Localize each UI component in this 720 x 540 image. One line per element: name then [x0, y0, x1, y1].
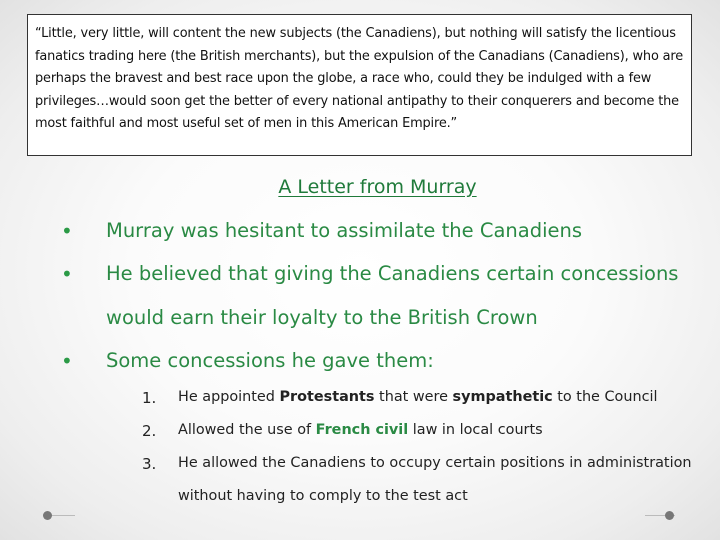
sub-item-french-civil-law — [178, 414, 698, 447]
sub-item-number: 3. — [142, 455, 157, 473]
quote-box — [27, 14, 692, 156]
corner-dot-left — [43, 511, 52, 520]
sub-item-text: to the Council — [552, 389, 658, 405]
bullet-marker: • — [61, 262, 73, 286]
bullet-item-some-concessions: Some concessions he gave them: — [106, 349, 434, 372]
corner-dot-right — [665, 511, 674, 520]
sub-item-text: that were — [374, 389, 453, 405]
bullet-item-concessions: He believed that giving the Canadiens certain concessions would earn their loyalty to the British Crown — [106, 262, 679, 329]
sub-item-text: Allowed the use of — [178, 422, 316, 438]
sub-item-protestants — [178, 381, 698, 414]
emphasis-sympathetic: sympathetic — [452, 389, 553, 405]
bullet-item-hesitant: Murray was hesitant to assimilate the Canadiens — [106, 219, 583, 242]
emphasis-protestants: Protestants — [279, 389, 375, 405]
sub-item-number: 1. — [142, 389, 157, 407]
sub-item-number: 2. — [142, 422, 157, 440]
sub-item-positions: He allowed the Canadiens to occupy certain positions in administration without having to comply to the test act — [178, 455, 692, 504]
slide-title: A Letter from Murray — [278, 176, 477, 198]
sub-item-text: He appointed — [178, 389, 280, 405]
bullet-marker: • — [61, 349, 73, 373]
emphasis-french-civil: French civil — [315, 422, 409, 438]
quote-text: “Little, very little, will content the new subjects (the Canadiens), but nothing will satisfy the licentious fanatics trading here (the British merchants), but the expulsion of the Canadians (Canadiens), who are perhaps the bravest and best race upon the globe, a race who, could they be indulged with a few privileges…would soon get the better of every national antipathy to their conquerers and become the most faithful and most useful set of men in this American Empire.” — [35, 26, 684, 132]
bullet-marker: • — [61, 219, 73, 243]
sub-item-text: law in local courts — [408, 422, 543, 438]
